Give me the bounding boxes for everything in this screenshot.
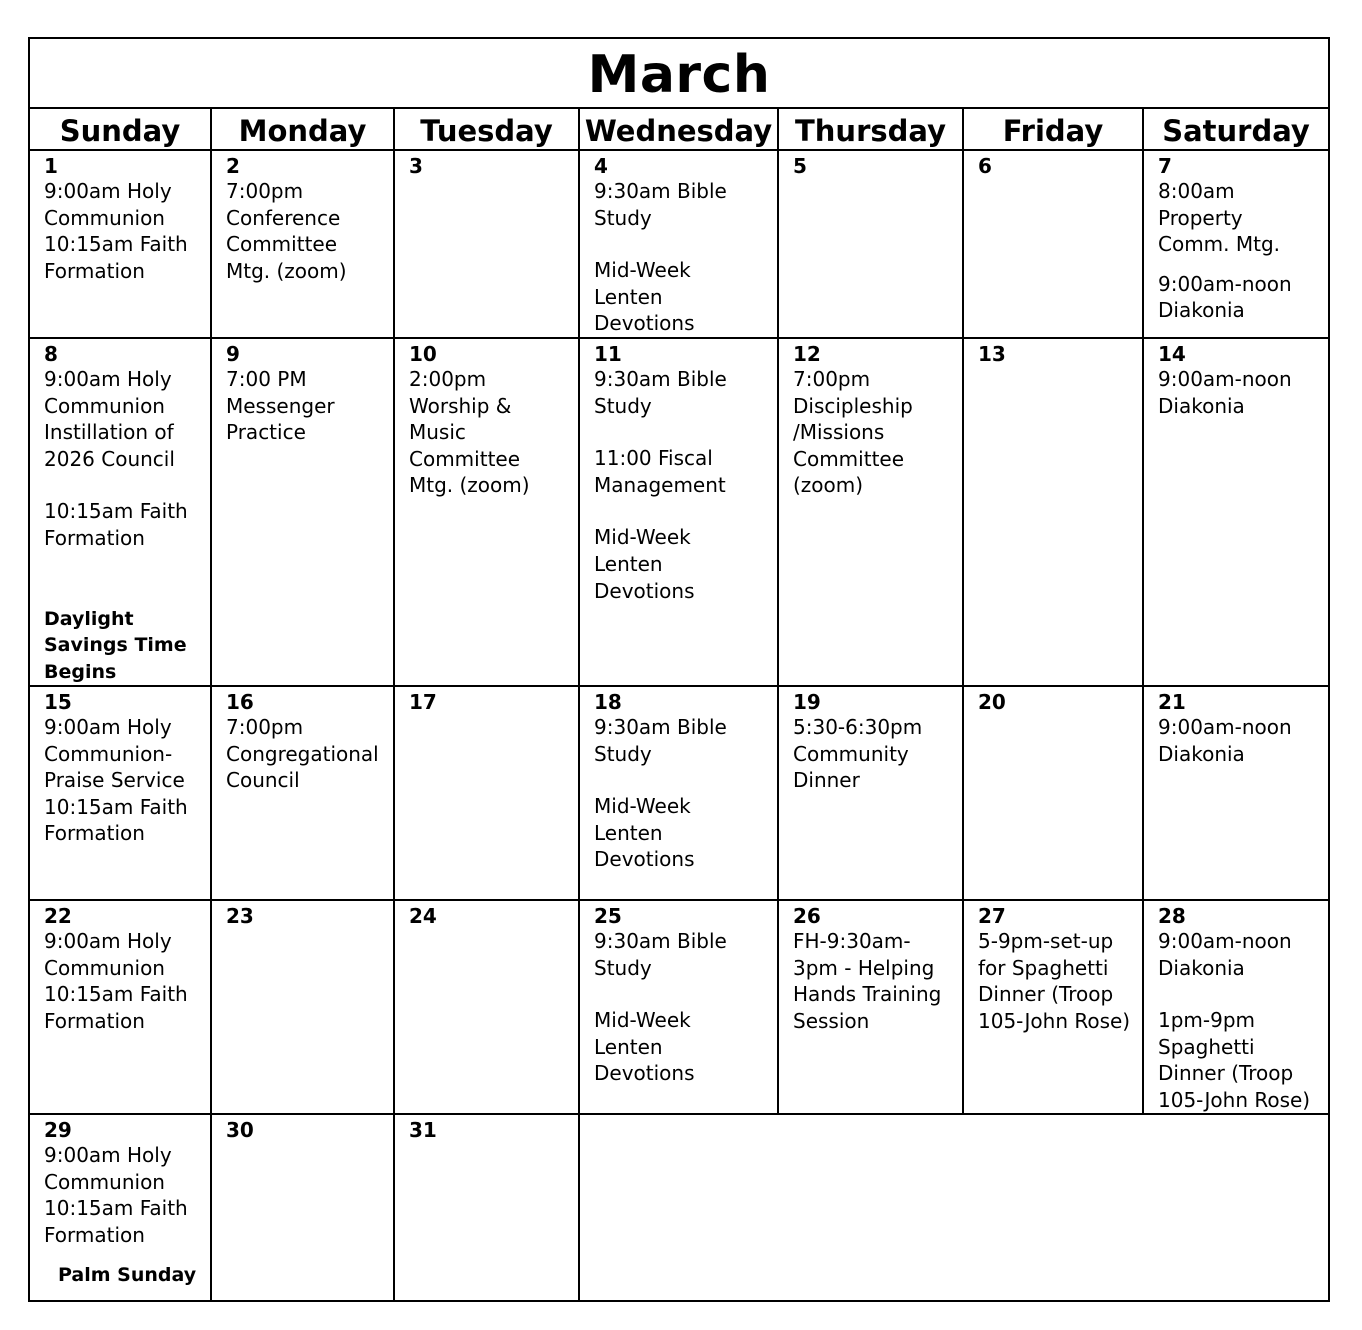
day-number: 4 [594, 154, 608, 178]
day-cell-7 [1144, 151, 1328, 337]
event-text: 8:00am Property Comm. Mtg. [1158, 179, 1281, 257]
day-cell-18 [580, 687, 779, 899]
palm-sunday-note: Palm Sunday [58, 1264, 197, 1287]
event-text: 5:30-6:30pm Community Dinner [793, 715, 923, 793]
day-number: 15 [44, 690, 72, 714]
event-text: 9:00am Holy Communion 10:15am Faith Formation [44, 929, 188, 1033]
day-cell-3 [395, 151, 580, 337]
day-cell-30 [212, 1115, 395, 1300]
weekday-thursday: Thursday [779, 109, 964, 149]
weekday-wednesday: Wednesday [580, 109, 779, 149]
event-text: 9:00am Holy Communion Instillation of 2026 Council [44, 367, 175, 471]
event-text: 7:00pm Congregational Council [226, 715, 379, 793]
day-number: 28 [1158, 904, 1186, 928]
day-cell-20 [964, 687, 1144, 899]
day-cell-5 [779, 151, 964, 337]
day-number: 8 [44, 342, 58, 366]
weekday-saturday: Saturday [1162, 114, 1310, 148]
day-cell-13 [964, 339, 1144, 685]
event-text: 9:30am Bible Study [594, 929, 727, 980]
day-cell-11 [580, 339, 779, 685]
event-text: 9:00am-noon Diakonia [1158, 271, 1292, 323]
day-number: 2 [226, 154, 240, 178]
day-cell-16 [212, 687, 395, 899]
day-cell-27 [964, 901, 1144, 1113]
event-text: 9:00am Holy Communion 10:15am Faith Formation [44, 179, 188, 283]
day-cell-22 [30, 901, 212, 1113]
day-cell-21 [1144, 687, 1328, 899]
event-text: 9:30am Bible Study [594, 715, 727, 766]
daylight-savings-note: Daylight Savings Time Begins [44, 607, 187, 683]
weekday-friday: Friday [964, 109, 1144, 149]
week-row [30, 901, 1328, 1115]
day-number: 20 [978, 690, 1006, 714]
day-cell-15 [30, 687, 212, 899]
day-number: 1 [44, 154, 58, 178]
day-cell-9 [212, 339, 395, 685]
day-number: 16 [226, 690, 254, 714]
day-number: 19 [793, 690, 821, 714]
event-text: 7:00pm Discipleship /Missions Committee (zoom) [793, 367, 913, 498]
day-cell-29 [30, 1115, 212, 1300]
day-number: 13 [978, 342, 1006, 366]
day-number: 23 [226, 904, 254, 928]
day-cell-12 [779, 339, 964, 685]
day-cell-25 [580, 901, 779, 1113]
event-text: 9:30am Bible Study [594, 367, 727, 418]
day-number: 17 [409, 690, 437, 714]
day-number: 7 [1158, 154, 1172, 178]
event-text: Mid-Week Lenten Devotions [594, 1008, 695, 1086]
week-row [30, 339, 1328, 687]
day-number: 22 [44, 904, 72, 928]
day-cell-26 [779, 901, 964, 1113]
day-number: 3 [409, 154, 423, 178]
event-text: 9:00am-noon Diakonia [1158, 367, 1292, 418]
day-number: 24 [409, 904, 437, 928]
event-text: 9:00am-noon Diakonia [1158, 929, 1292, 980]
day-cell-24 [395, 901, 580, 1113]
day-number: 31 [409, 1118, 437, 1142]
day-cell-6 [964, 151, 1144, 337]
day-number: 6 [978, 154, 992, 178]
event-text: 10:15am Faith Formation [44, 499, 188, 550]
week-row [30, 1115, 1328, 1300]
empty-cell [580, 1115, 1328, 1300]
event-text: 7:00 PM Messenger Practice [226, 367, 335, 445]
day-number: 30 [226, 1118, 254, 1142]
day-number: 14 [1158, 342, 1186, 366]
day-cell-1 [30, 151, 212, 337]
event-text: 2:00pm Worship & Music Committee Mtg. (zoom) [409, 367, 530, 498]
event-text: 1pm-9pm Spaghetti Dinner (Troop 105-John Rose) [1158, 1008, 1311, 1112]
day-number: 25 [594, 904, 622, 928]
event-text: Mid-Week Lenten Devotions [594, 258, 695, 336]
day-number: 21 [1158, 690, 1186, 714]
event-text: 5-9pm-set-up for Spaghetti Dinner (Troop 105-John Rose) [978, 929, 1131, 1033]
calendar-frame [28, 37, 1330, 1302]
event-text: 9:30am Bible Study [594, 179, 727, 230]
day-cell-28 [1144, 901, 1328, 1113]
weekday-header-row [30, 109, 1328, 151]
day-cell-23 [212, 901, 395, 1113]
week-row [30, 687, 1328, 901]
day-number: 29 [44, 1118, 72, 1142]
month-title: March [30, 39, 1328, 109]
event-text: 7:00pm Conference Committee Mtg. (zoom) [226, 179, 347, 283]
event-text: Mid-Week Lenten Devotions [594, 525, 695, 603]
day-number: 10 [409, 342, 437, 366]
week-row [30, 151, 1328, 339]
day-cell-10 [395, 339, 580, 685]
weekday-monday: Monday [212, 109, 395, 149]
day-cell-19 [779, 687, 964, 899]
weekday-sunday: Sunday [30, 109, 212, 149]
day-number: 9 [226, 342, 240, 366]
day-cell-2 [212, 151, 395, 337]
day-number: 18 [594, 690, 622, 714]
day-cell-31 [395, 1115, 580, 1300]
event-text: 11:00 Fiscal Management [594, 446, 726, 497]
event-text: FH-9:30am- 3pm - Helping Hands Training Session [793, 929, 942, 1033]
day-cell-4 [580, 151, 779, 337]
day-number: 5 [793, 154, 807, 178]
weekday-tuesday: Tuesday [395, 109, 580, 149]
day-number: 26 [793, 904, 821, 928]
event-text: 9:00am-noon Diakonia [1158, 715, 1292, 766]
event-text: Mid-Week Lenten Devotions [594, 794, 695, 872]
day-cell-14 [1144, 339, 1328, 685]
day-cell-8 [30, 339, 212, 685]
day-cell-17 [395, 687, 580, 899]
day-number: 11 [594, 342, 622, 366]
event-text: 9:00am Holy Communion 10:15am Faith Formation [44, 1143, 188, 1247]
event-text: 9:00am Holy Communion- Praise Service 10:15am Faith Formation [44, 715, 188, 846]
day-number: 12 [793, 342, 821, 366]
day-number: 27 [978, 904, 1006, 928]
